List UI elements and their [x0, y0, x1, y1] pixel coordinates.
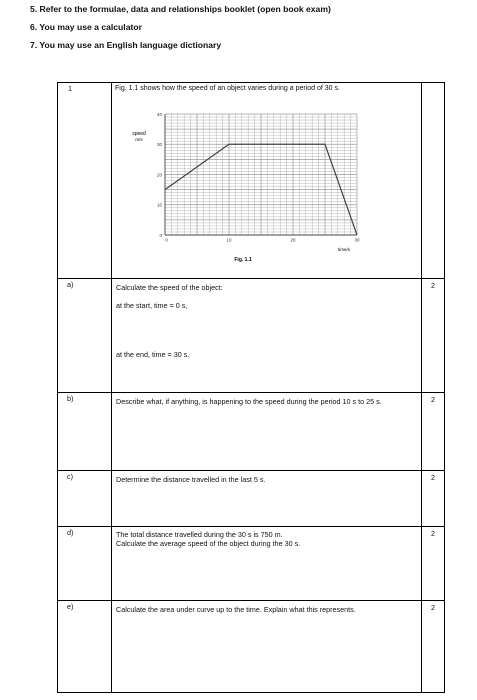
part-c-text [112, 471, 422, 527]
part-a-line-1: Calculate the speed of the object: [116, 283, 223, 292]
part-label-b: b) [58, 393, 112, 471]
question-row-e [58, 601, 445, 693]
speed-time-graph [112, 92, 422, 270]
part-a-text [112, 279, 422, 393]
question-number: 1 [58, 83, 112, 279]
part-e-marks: 2 [422, 601, 445, 693]
part-a-line-2: at the start, time = 0 s, [116, 301, 188, 311]
x-tick-label: 10 [226, 237, 232, 243]
part-d-line-2: Calculate the average speed of the object during the 30 s. [116, 539, 301, 549]
y-tick-label: 40 [156, 111, 162, 117]
part-label-a: a) [58, 279, 112, 393]
part-a-line-3: at the end, time = 30 s. [116, 350, 190, 360]
x-tick-label: 0 [165, 237, 168, 243]
x-tick-label: 30 [354, 237, 360, 243]
part-d-marks: 2 [422, 527, 445, 601]
y-tick-label: 30 [156, 142, 162, 148]
instruction-6: 6. You may use a calculator [30, 22, 142, 32]
graph-grid [165, 114, 357, 235]
part-d-line-1: The total distance travelled during the 30 s is 750 m. [116, 530, 283, 539]
figure-cell [112, 83, 422, 279]
part-d-text [112, 527, 422, 601]
part-c-line-1: Determine the distance travelled in the last 5 s. [116, 475, 266, 484]
part-e-text [112, 601, 422, 693]
question-row-a [58, 279, 445, 393]
question-row-c [58, 471, 445, 527]
part-c-marks: 2 [422, 471, 445, 527]
part-b-line-1: Describe what, if anything, is happening to the speed during the period 10 s to 25 s. [116, 397, 382, 406]
part-label-c: c) [58, 471, 112, 527]
part-a-marks: 2 [422, 279, 445, 393]
part-e-line-1: Calculate the area under curve up to the time. Explain what this represents. [116, 605, 356, 614]
figure-caption: Fig. 1.1 shows how the speed of an object varies during a period of 30 s. [115, 85, 340, 92]
question-row-d [58, 527, 445, 601]
part-b-marks: 2 [422, 393, 445, 471]
y-tick-label: 20 [156, 172, 162, 178]
y-tick-label: 0 [159, 232, 162, 238]
part-label-d: d) [58, 527, 112, 601]
y-axis-label-speed: speed [132, 131, 146, 137]
part-b-text [112, 393, 422, 471]
question-table [57, 82, 445, 693]
part-label-e: e) [58, 601, 112, 693]
y-tick-label: 10 [156, 202, 162, 208]
question-row-b [58, 393, 445, 471]
instruction-5: 5. Refer to the formulae, data and relationships booklet (open book exam) [30, 4, 331, 14]
x-axis-label: time/s [337, 247, 351, 252]
instruction-7: 7. You may use an English language dictionary [30, 40, 222, 50]
question-row-1 [58, 83, 445, 279]
marks-cell-empty [422, 83, 445, 279]
y-axis-label-unit: m/s [135, 137, 143, 142]
figure-label: Fig. 1.1 [234, 257, 252, 263]
x-tick-label: 20 [290, 237, 296, 243]
